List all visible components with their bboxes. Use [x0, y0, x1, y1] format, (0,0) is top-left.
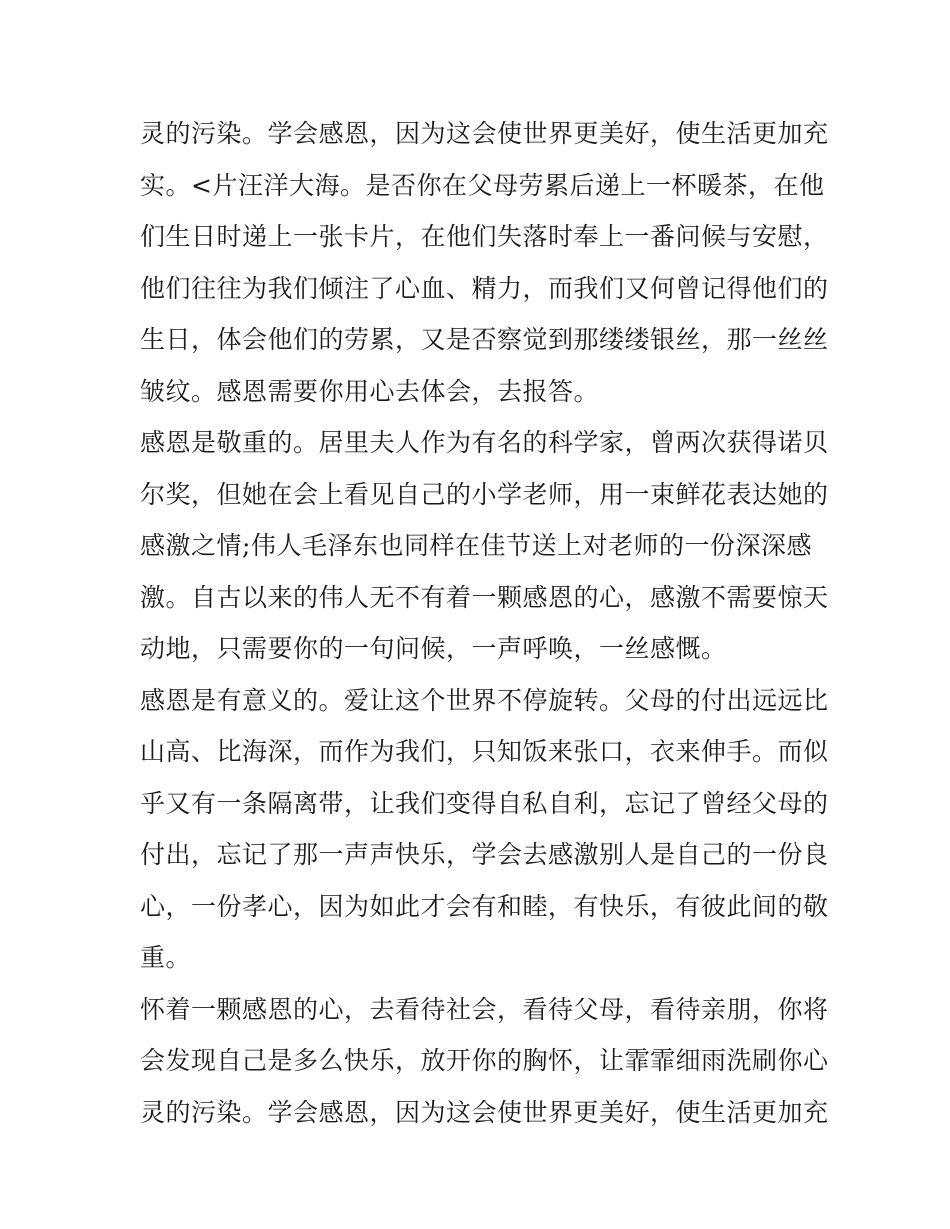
text-line: 们生日时递上一张卡片，在他们失落时奉上一番问候与安慰， [140, 222, 829, 251]
text-line: 实。<片汪洋大海。是否你在父母劳累后递上一杯暖茶，在他 [140, 170, 825, 200]
text-line: 重。 [140, 943, 192, 972]
text-line: 心，一份孝心，因为如此才会有和睦，有快乐，有彼此间的敬 [140, 891, 829, 921]
text-line: 感激之情;伟人毛泽东也同样在佳节送上对老师的一份深深感 [140, 531, 812, 560]
text-line: 山高、比海深，而作为我们，只知饭来张口，衣来伸手。而似 [140, 737, 829, 766]
text-line: 他们往往为我们倾注了心血、精力，而我们又何曾记得他们的 [140, 273, 829, 303]
text-line: 尔奖，但她在会上看见自己的小学老师，用一束鲜花表达她的 [140, 479, 829, 509]
text-line: 灵的污染。学会感恩，因为这会使世界更美好，使生活更加充 [140, 119, 829, 148]
text-line: 灵的污染。学会感恩，因为这会使世界更美好，使生活更加充 [140, 1097, 829, 1127]
text-line: 付出，忘记了那一声声快乐，学会去感激别人是自己的一份良 [140, 840, 829, 869]
text-line: 感恩是敬重的。居里夫人作为有名的科学家，曾两次获得诺贝 [140, 428, 829, 457]
body-text [140, 108, 829, 1138]
text-line: 皱纹。感恩需要你用心去体会，去报答。 [140, 376, 600, 406]
text-line: 会发现自己是多么快乐，放开你的胸怀，让霏霏细雨洗刷你心 [140, 1046, 829, 1075]
text-line: 激。自古以来的伟人无不有着一颗感恩的心，感激不需要惊天 [140, 582, 829, 612]
text-line: 感恩是有意义的。爱让这个世界不停旋转。父母的付出远远比 [140, 685, 829, 715]
text-line: 生日，体会他们的劳累，又是否察觉到那缕缕银丝，那一丝丝 [140, 325, 829, 354]
text-line: 动地，只需要你的一句问候，一声呼唤，一丝感慨。 [140, 634, 727, 663]
text-line: 怀着一颗感恩的心，去看待社会，看待父母，看待亲朋，你将 [140, 994, 829, 1024]
text-line: 乎又有一条隔离带，让我们变得自私自利，忘记了曾经父母的 [140, 788, 829, 818]
